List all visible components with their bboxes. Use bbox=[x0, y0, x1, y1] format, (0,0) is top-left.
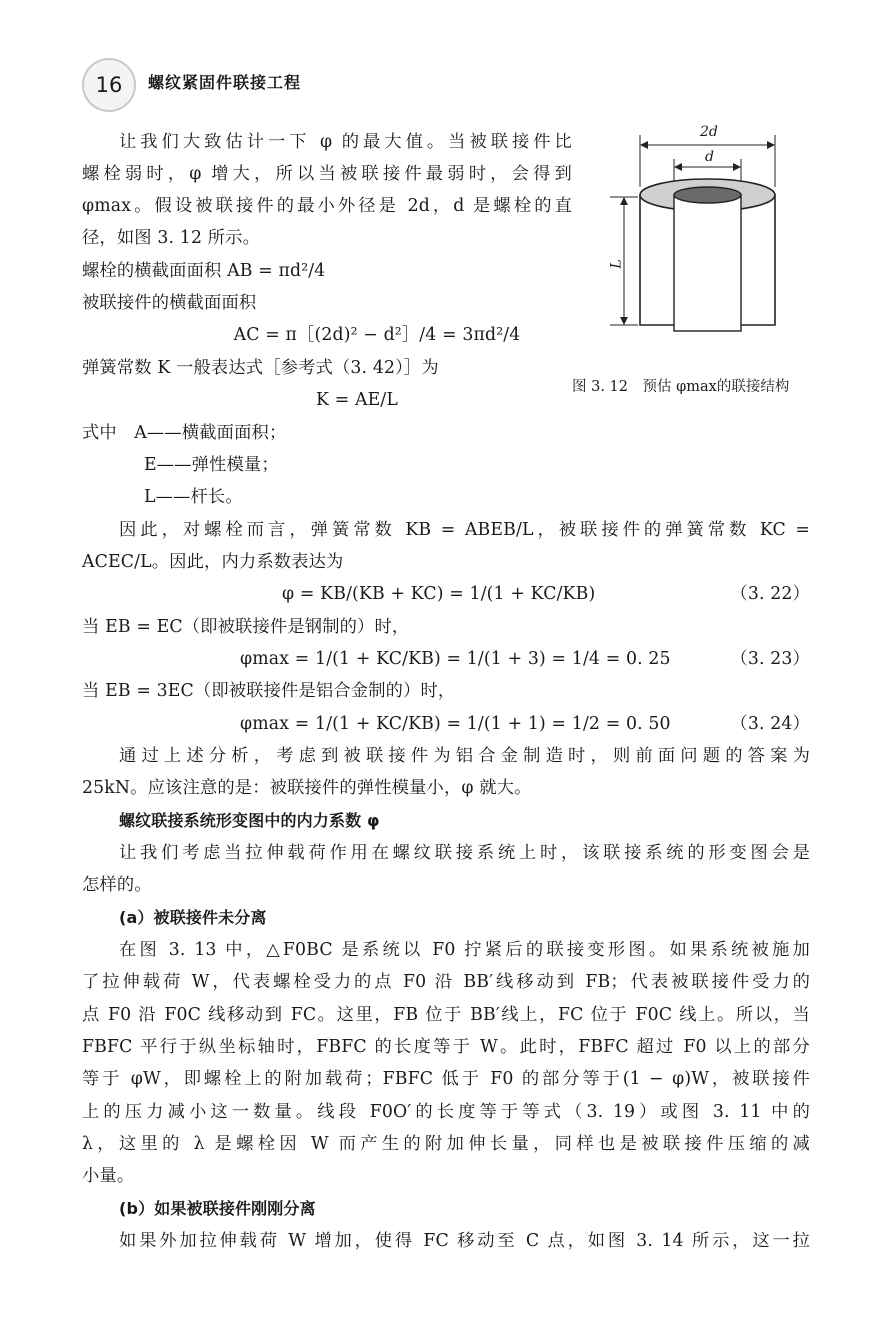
equation-3-23 bbox=[82, 643, 810, 675]
figure-label-L: L bbox=[608, 259, 625, 269]
text-line: 当 EB = 3EC（即被联接件是铝合金制的）时， bbox=[82, 681, 456, 701]
equation-3-22 bbox=[82, 578, 810, 610]
text-line: 被联接件的横截面面积 bbox=[82, 293, 257, 313]
figure-label-d: d bbox=[705, 149, 714, 165]
equation-expr: φ = KB/(KB + KC) = 1/(1 + KC/KB) bbox=[282, 584, 596, 604]
subsection-heading-b: (b）如果被联接件刚刚分离 bbox=[119, 1199, 316, 1218]
text-line: 25kN。应该注意的是：被联接件的弹性模量小，φ 就大。 bbox=[82, 778, 532, 798]
text-line: 等于 φW，即螺栓上的附加载荷；FBFC 低于 F0 的部分等于(1 − φ)W，被联接件 bbox=[82, 1069, 810, 1089]
text-line: 螺栓弱时，φ 增大，所以当被联接件最弱时，会得到 bbox=[82, 164, 572, 184]
text-line: L——杆长。 bbox=[144, 487, 243, 507]
figure-label-2d: 2d bbox=[700, 124, 718, 140]
equation-area-ac: AC = π［(2d)² − d²］/4 = 3πd²/4 bbox=[233, 325, 521, 345]
text-line: 螺栓的横截面面积 AB = πd²/4 bbox=[82, 261, 326, 281]
text-line: 了拉伸载荷 W，代表螺栓受力的点 F0 沿 BB′线移动到 FB；代表被联接件受力的 bbox=[82, 972, 810, 992]
text-line: E——弹性模量； bbox=[144, 455, 279, 475]
text-line: 点 F0 沿 F0C 线移动到 FC。这里，FB 位于 BB′线上，FC 位于 F0C 线上。所以，当 bbox=[82, 1005, 810, 1025]
section-heading: 螺纹联接系统形变图中的内力系数 φ bbox=[119, 811, 380, 830]
text-line: 小量。 bbox=[82, 1166, 135, 1186]
text-line: 径，如图 3. 12 所示。 bbox=[82, 228, 261, 248]
inner-bolt-top bbox=[674, 187, 741, 203]
text-line: 式中 A——横截面面积； bbox=[82, 423, 287, 443]
equation-number: （3. 22） bbox=[730, 584, 810, 604]
equation-expr: φmax = 1/(1 + KC/KB) = 1/(1 + 1) = 1/2 = 0. 50 bbox=[240, 714, 671, 734]
text-line: 在图 3. 13 中，△F0BC 是系统以 F0 拧紧后的联接变形图。如果系统被施加 bbox=[119, 940, 810, 960]
text-line: 让我们大致估计一下 φ 的最大值。当被联接件比 bbox=[119, 132, 572, 152]
equation-spring-constant: K = AE/L bbox=[316, 390, 398, 410]
text-line: 弹簧常数 K 一般表达式［参考式（3. 42）］为 bbox=[82, 358, 439, 378]
text-line: 让我们考虑当拉伸载荷作用在螺纹联接系统上时，该联接系统的形变图会是 bbox=[119, 843, 810, 863]
text-line: λ，这里的 λ 是螺栓因 W 而产生的附加伸长量，同样也是被联接件压缩的减 bbox=[82, 1134, 810, 1154]
text-line: 因此，对螺栓而言，弹簧常数 KB = ABEB/L，被联接件的弹簧常数 KC = bbox=[119, 520, 810, 540]
text-line: 当 EB = EC（即被联接件是钢制的）时， bbox=[82, 617, 410, 637]
text-line: φmax。假设被联接件的最小外径是 2d，d 是螺栓的直 bbox=[82, 196, 572, 216]
text-line: FBFC 平行于纵坐标轴时，FBFC 的长度等于 W。此时，FBFC 超过 F0 以上的部分 bbox=[82, 1037, 810, 1057]
equation-expr: φmax = 1/(1 + KC/KB) = 1/(1 + 3) = 1/4 = 0. 25 bbox=[240, 649, 671, 669]
text-line: 怎样的。 bbox=[82, 875, 152, 895]
figure-caption: 图 3. 12 预估 φmax的联接结构 bbox=[572, 379, 790, 395]
page-number: 16 bbox=[82, 58, 136, 112]
text-line: 如果外加拉伸载荷 W 增加，使得 FC 移动至 C 点，如图 3. 14 所示，这一拉 bbox=[119, 1231, 810, 1251]
running-head: 螺纹紧固件联接工程 bbox=[148, 73, 302, 92]
equation-number: （3. 23） bbox=[730, 649, 810, 669]
equation-3-24 bbox=[82, 708, 810, 740]
text-line: 通过上述分析，考虑到被联接件为铝合金制造时，则前面问题的答案为 bbox=[119, 746, 810, 766]
text-line: ACEC/L。因此，内力系数表达为 bbox=[82, 552, 344, 572]
text-line: 上的压力减小这一数量。线段 F0O′的长度等于等式（3. 19）或图 3. 11 中的 bbox=[82, 1102, 810, 1122]
equation-number: （3. 24） bbox=[730, 714, 810, 734]
subsection-heading-a: (a）被联接件未分离 bbox=[119, 908, 267, 927]
